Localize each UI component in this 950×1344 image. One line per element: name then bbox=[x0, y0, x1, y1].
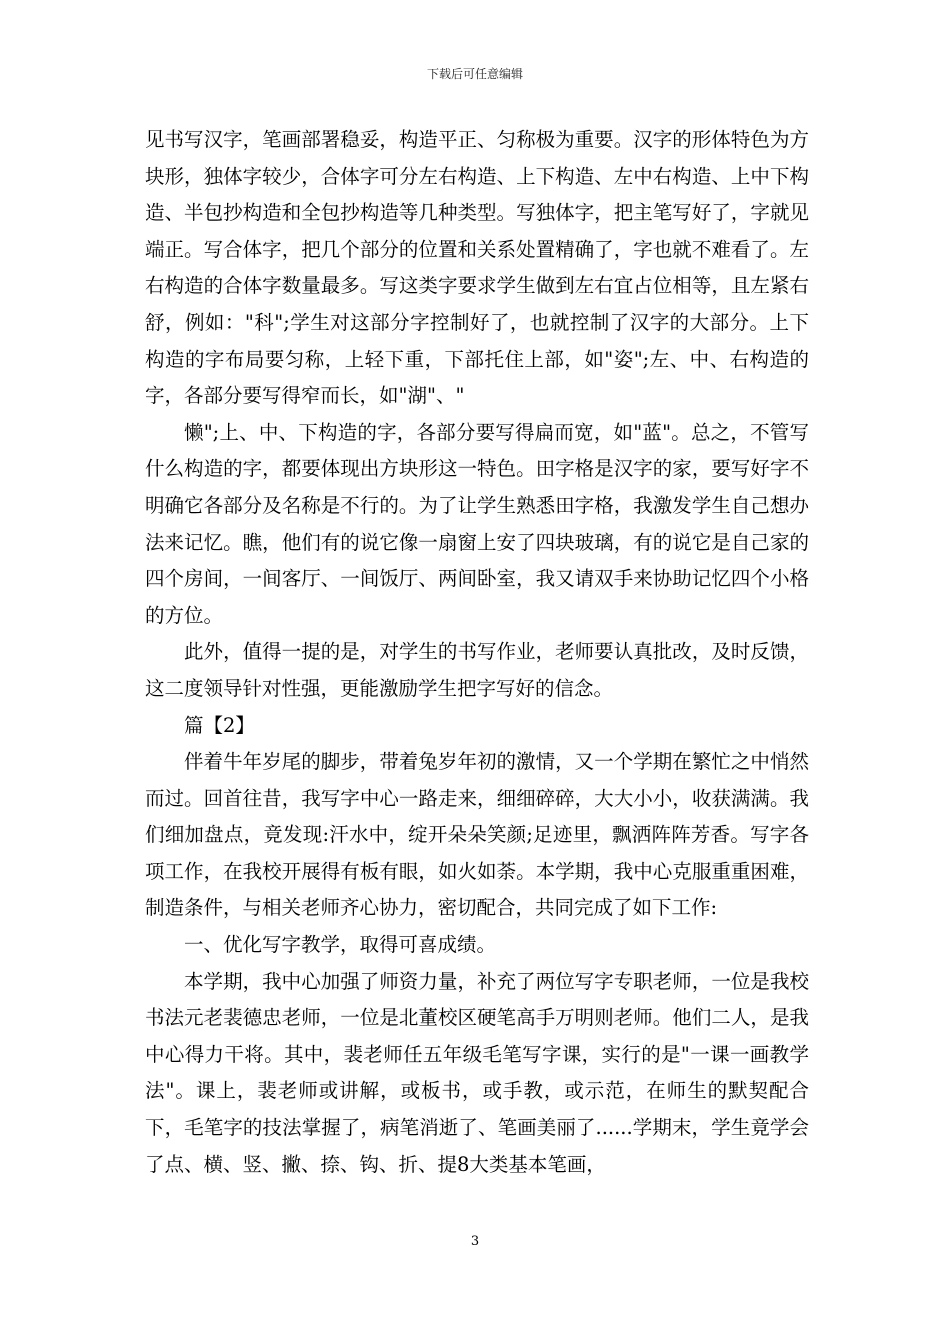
paragraph: 见书写汉字，笔画部署稳妥，构造平正、匀称极为重要。汉字的形体特色为方块形，独体字较少，合体字可分左右构造、上下构造、左中右构造、上中下构造、半包抄构造和全包抄构造等几种类型。写独体字，把主笔写好了，字就见端正。写合体字，把几个部分的位置和关系处置精确了，字也就不难看了。左右构造的合体字数量最多。写这类字要求学生做到左右宜占位相等，且左紧右舒，例如："科";学生对这部分字控制好了，也就控制了汉字的大部分。上下构造的字布局要匀称，上轻下重，下部托住上部，如"姿";左、中、右构造的字，各部分要写得窄而长，如"湖"、" bbox=[145, 128, 809, 408]
subsection-heading: 一、优化写字教学，取得可喜成绩。 bbox=[184, 933, 497, 957]
page-header: 下载后可任意编辑 bbox=[426, 67, 523, 81]
paragraph: 伴着牛年岁尾的脚步，带着兔岁年初的激情，又一个学期在繁忙之中悄然而过。回首往昔，我写字中心一路走来，细细碎碎，大大小小，收获满满。我们细加盘点，竟发现:汗水中，绽开朵朵笑颜;足迹里，飘洒阵阵芳香。写字各项工作，在我校开展得有板有眼，如火如荼。本学期，我中心克服重重困难，制造条件，与相关老师齐心协力，密切配合，共同完成了如下工作: bbox=[145, 750, 809, 920]
page-number: 3 bbox=[470, 1234, 480, 1249]
paragraph: 懒";上、中、下构造的字，各部分要写得扁而宽，如"蓝"。总之，不管写什么构造的字，都要体现出方块形这一特色。田字格是汉字的家，要写好字不明确它各部分及名称是不行的。为了让学生熟悉田字格，我激发学生自己想办法来记忆。瞧，他们有的说它像一扇窗上安了四块玻璃，有的说它是自己家的四个房间，一间客厅、一间饭厅、两间卧室，我又请双手来协助记忆四个小格的方位。 bbox=[145, 420, 809, 627]
paragraph: 本学期，我中心加强了师资力量，补充了两位写字专职老师，一位是我校书法元老裴德忠老师，一位是北董校区硬笔高手万明则老师。他们二人，是我中心得力干将。其中，裴老师任五年级毛笔写字课，实行的是"一课一画教学法"。课上，裴老师或讲解，或板书，或手教，或示范，在师生的默契配合下，毛笔字的技法掌握了，病笔消逝了、笔画美丽了......学期末，学生竟学会了点、横、竖、撇、捺、钩、折、提8大类基本笔画， bbox=[145, 969, 809, 1176]
section-heading: 篇【2】 bbox=[184, 713, 255, 737]
paragraph: 此外，值得一提的是，对学生的书写作业，老师要认真批改，及时反馈，这二度领导针对性强，更能激励学生把字写好的信念。 bbox=[145, 640, 809, 700]
document-body bbox=[145, 122, 809, 1183]
